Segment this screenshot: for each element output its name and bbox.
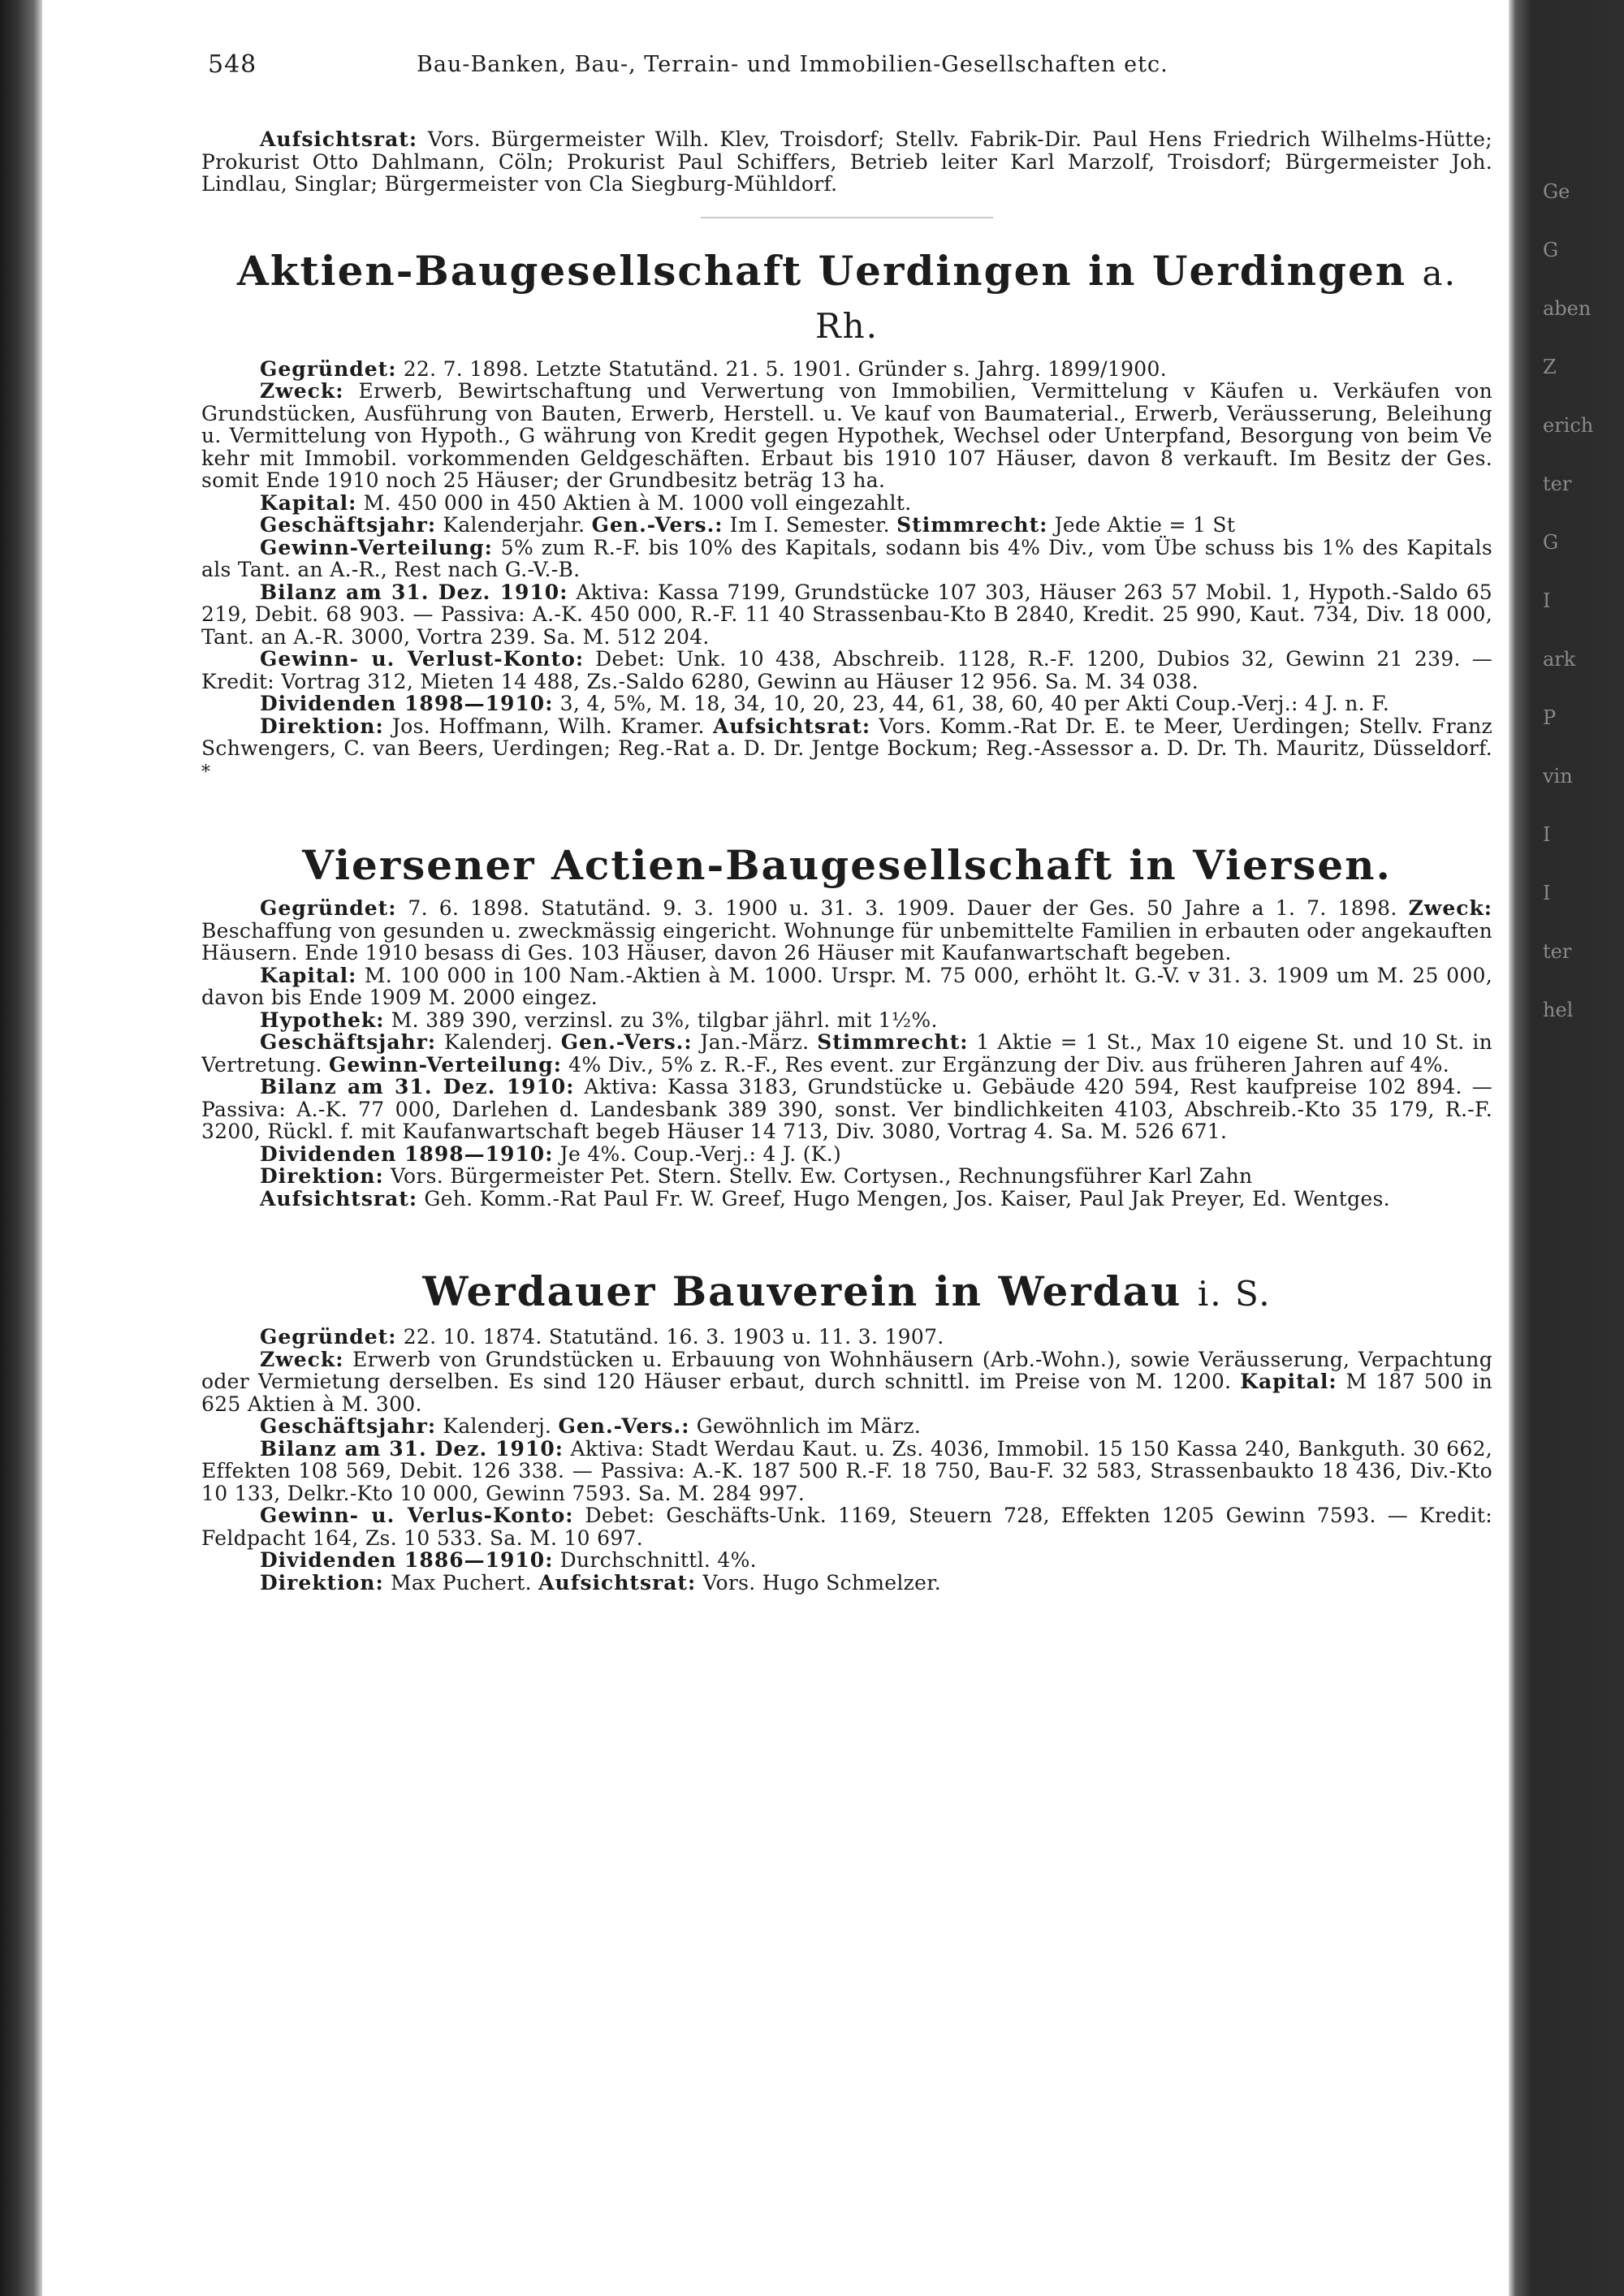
entry-bilanz: Bilanz am 31. Dez. 1910: Aktiva: Stadt Werdau Kaut. u. Zs. 4036, Immobil. 15 150 Kassa 240, Bankguth. 30 662, Effekten 108 569, Debit. 126 338. — Passiva: A.-K. 187 500 R.-F. 18 750, Bau-F. 32 583, Strassenbaukto 18 436, Div.-Kto 10 133, Delkr.-Kto 10 000, Gewinn 7593. Sa. M. 284 997.	[201, 1436, 1492, 1505]
entry-gegruendet: Gegründet: 22. 7. 1898. Letzte Statutänd. 21. 5. 1901. Gründer s. Jahrg. 1899/1900.	[260, 356, 1167, 381]
entry-gewinn-verlust: Gewinn- u. Verlus-Konto: Debet: Geschäfts-Unk. 1169, Steuern 728, Effekten 1205 Gewinn 7593. — Kredit: Feldpacht 164, Zs. 10 533. Sa. M. 10 697.	[201, 1504, 1492, 1550]
entry-title: Werdauer Bauverein in Werdau i. S.	[422, 1267, 1272, 1315]
entry-bilanz: Bilanz am 31. Dez. 1910: Aktiva: Kassa 7199, Grundstücke 107 303, Häuser 263 57 Mobil. 1, Hypoth.-Saldo 65 219, Debit. 68 903. — Passiva: A.-K. 450 000, R.-F. 11 40 Strassenbau-Kto B 2840, Kredit. 25 990, Kaut. 734, Div. 18 000, Tant. an A.-R. 3000, Vortra 239. Sa. M. 512 204.	[201, 580, 1492, 649]
running-head	[201, 50, 1492, 91]
page-number: 548	[208, 50, 257, 79]
entry-dividenden: Dividenden 1898—1910: Je 4%. Coup.-Verj.: 4 J. (K.)	[260, 1142, 842, 1166]
entry-geschaeftsjahr: Geschäftsjahr: Kalenderj. Gen.-Vers.: Jan.-März. Stimmrecht: 1 Aktie = 1 St., Max 10 eigene St. und 10 St. in Vertretung. Gewinn-Verteilung: 4% Div., 5% z. R.-F., Res event. zur Ergänzung der Div. aus früheren Jahren auf 4%.	[201, 1030, 1492, 1077]
document-page	[201, 50, 1492, 2275]
entry-gegruendet: Gegründet: 22. 10. 1874. Statutänd. 16. 3. 1903 u. 11. 3. 1907.	[260, 1325, 944, 1349]
continued-entry	[201, 128, 1492, 196]
entry-kapital: Kapital: M. 100 000 in 100 Nam.-Aktien à M. 1000. Urspr. M. 75 000, erhöht lt. G.-V. v 31. 3. 1909 um M. 25 000, davon bis Ende 1909 M. 2000 eingez.	[201, 963, 1492, 1009]
entry-dividenden: Dividenden 1886—1910: Durchschnittl. 4%.	[260, 1548, 757, 1572]
book-binding-left	[0, 0, 42, 2296]
entry-hypothek: Hypothek: M. 389 390, verzinsl. zu 3%, tilgbar jährl. mit 1½%.	[260, 1008, 938, 1032]
continued-aufsichtsrat: Aufsichtsrat: Vors. Bürgermeister Wilh. Klev, Troisdorf; Stellv. Fabrik-Dir. Paul Hens Friedrich Wilhelms-Hütte; Prokurist Otto Dahlmann, Cöln; Prokurist Paul Schiffers, Betrieb leiter Karl Marzolf, Troisdorf; Bürgermeister Joh. Lindlau, Singlar; Bürgermeister von Cla Siegburg-Mühldorf.	[201, 127, 1492, 196]
entry-title: Viersener Actien-Baugesellschaft in Viersen.	[302, 841, 1392, 889]
entry-gegruendet: Gegründet: 7. 6. 1898. Statutänd. 9. 3. 1900 u. 31. 3. 1909. Dauer der Ges. 50 Jahre a 1. 7. 1898. Zweck: Beschaffung von gesunden u. zweckmässig eingericht. Wohnunge für unbemittelte Familien in erbauten oder angekauften Häusern. Ende 1910 besass di Ges. 103 Häuser, davon 26 Häuser mit Kaufanwartschaft begeben.	[201, 896, 1492, 965]
entry-aufsichtsrat: Aufsichtsrat: Geh. Komm.-Rat Paul Fr. W. Greef, Hugo Mengen, Jos. Kaiser, Paul Jak Preyer, Ed. Wentges.	[260, 1186, 1390, 1211]
entry-direktion: Direktion: Jos. Hoffmann, Wilh. Kramer. Aufsichtsrat: Vors. Komm.-Rat Dr. E. te Meer, Uerdingen; Stellv. Franz Schwengers, C. van Beers, Uerdingen; Reg.-Rat a. D. Dr. Jentge Bockum; Reg.-Assessor a. D. Dr. Th. Mauritz, Düsseldorf. *	[201, 714, 1492, 783]
entry-geschaeftsjahr: Geschäftsjahr: Kalenderj. Gen.-Vers.: Gewöhnlich im März.	[260, 1414, 922, 1438]
entry-direktion: Direktion: Max Puchert. Aufsichtsrat: Vors. Hugo Schmelzer.	[260, 1570, 941, 1595]
divider	[701, 217, 993, 218]
entry-zweck: Zweck: Erwerb, Bewirtschaftung und Verwertung von Immobilien, Vermittelung v Käufen u. Verkäufen von Grundstücken, Ausführung von Bauten, Erwerb, Herstell. u. Ve kauf von Baumaterial., Erwerb, Veräusserung, Beleihung u. Vermittelung von Hypoth., G währung von Kredit gegen Hypothek, Wechsel oder Unterpfand, Besorgung von beim Ve kehr mit Immobil. vorkommenden Geldgeschäften. Erbaut bis 1910 107 Häuser, davon 8 verkauft. Im Besitz der Ges. somit Ende 1910 noch 25 Häuser; der Grundbesitz beträg 13 ha.	[201, 379, 1492, 492]
entry-viersen	[201, 840, 1492, 1210]
entry-geschaeftsjahr: Geschäftsjahr: Kalenderjahr. Gen.-Vers.: Im I. Semester. Stimmrecht: Jede Aktie = 1 St	[260, 513, 1236, 537]
entry-werdau	[201, 1267, 1492, 1594]
end-mark: *	[201, 762, 211, 783]
entry-gewinn-verlust: Gewinn- u. Verlust-Konto: Debet: Unk. 10 438, Abschreib. 1128, R.-F. 1200, Dubios 32, Gewinn 21 239. — Kredit: Vortrag 312, Mieten 14 488, Zs.-Saldo 6280, Gewinn au Häuser 12 956. Sa. M. 34 038.	[201, 647, 1492, 693]
entry-bilanz: Bilanz am 31. Dez. 1910: Aktiva: Kassa 3183, Grundstücke u. Gebäude 420 594, Rest kaufpreise 102 894. — Passiva: A.-K. 77 000, Darlehen d. Landesbank 389 390, sonst. Ver bindlichkeiten 4103, Abschreib.-Kto 35 179, R.-F. 3200, Rückl. f. mit Kaufanwartschaft begeb Häuser 14 713, Div. 3080, Vortrag 4. Sa. M. 526 671.	[201, 1075, 1492, 1143]
running-title: Bau-Banken, Bau-, Terrain- und Immobilien-Gesellschaften etc.	[417, 52, 1168, 77]
entry-direktion: Direktion: Vors. Bürgermeister Pet. Stern. Stellv. Ew. Cortysen., Rechnungsführer Karl Zahn	[260, 1164, 1253, 1188]
entry-gewinn-verteilung: Gewinn-Verteilung: 5% zum R.-F. bis 10% des Kapitals, sodann bis 4% Div., vom Übe schuss bis 1% des Kapitals als Tant. an A.-R., Rest nach G.-V.-B.	[201, 535, 1492, 581]
entry-dividenden: Dividenden 1898—1910: 3, 4, 5%, M. 18, 34, 10, 20, 23, 44, 61, 38, 60, 40 per Akti Coup.-Verj.: 4 J. n. F.	[260, 692, 1390, 715]
entry-kapital: Kapital: M. 450 000 in 450 Aktien à M. 1000 voll eingezahlt.	[260, 490, 912, 515]
entry-title: Aktien-Baugesellschaft Uerdingen in Uerdingen a. Rh.	[237, 246, 1457, 346]
entry-zweck: Zweck: Erwerb von Grundstücken u. Erbauung von Wohnhäusern (Arb.-Wohn.), sowie Veräusserung, Verpachtung oder Vermietung derselben. Es sind 120 Häuser erbaut, durch schnittl. im Preise von M. 1200. Kapital: M 187 500 in 625 Aktien à M. 300.	[201, 1347, 1492, 1416]
entry-uerdingen	[201, 246, 1492, 784]
next-page-fragments: Ge G aben Z erich ter G I ark P vin I I ter hel	[1543, 180, 1594, 1021]
